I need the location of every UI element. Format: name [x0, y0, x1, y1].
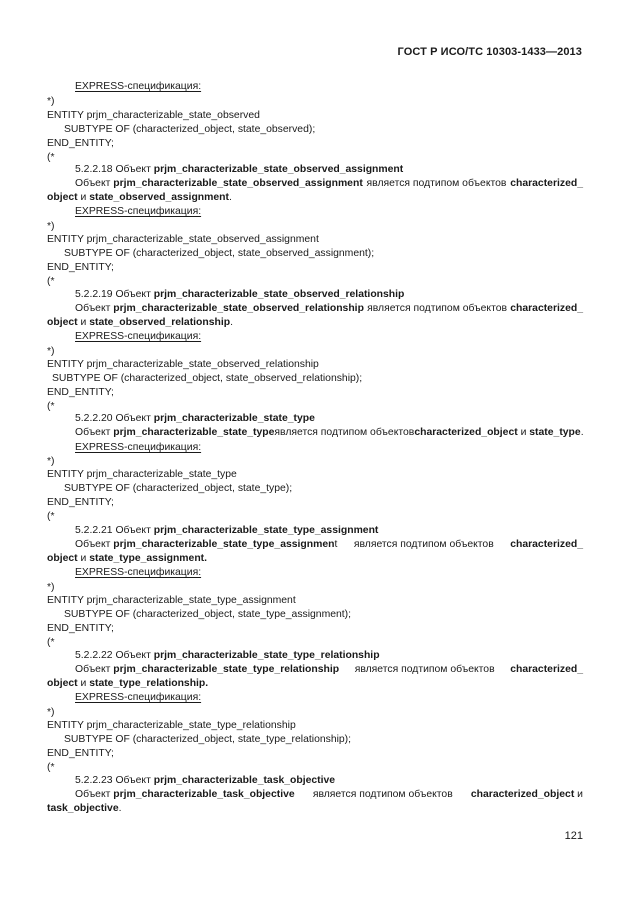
section-heading: 5.2.2.23 Объект prjm_characterizable_task_objective: [75, 775, 336, 786]
end-entity: END_ENTITY;: [47, 387, 114, 398]
section-description-cont: object и state_observed_assignment.: [47, 192, 232, 203]
section-description-cont: task_objective.: [47, 803, 122, 814]
express-label: EXPRESS-спецификация:: [75, 692, 202, 703]
subtype-declaration: SUBTYPE OF (characterized_object, state_observed);: [64, 124, 316, 135]
entity-declaration: ENTITY prjm_characterizable_state_observed_relationship: [47, 359, 319, 370]
comment-start: (*: [47, 401, 55, 412]
comment-start: (*: [47, 762, 55, 773]
section-description-cont: object и state_observed_relationship.: [47, 317, 233, 328]
comment-end: *): [47, 221, 55, 232]
section-description: Объект prjm_characterizable_task_objective является подтипом объектов characterized_object и: [75, 789, 583, 800]
express-label: EXPRESS-спецификация:: [75, 206, 202, 217]
end-entity: END_ENTITY;: [47, 623, 114, 634]
section-description: Объект prjm_characterizable_state_observed_assignment является подтипом объектов characterized_: [75, 178, 583, 189]
comment-start: (*: [47, 276, 55, 287]
entity-declaration: ENTITY prjm_characterizable_state_observed_assignment: [47, 234, 319, 245]
comment-end: *): [47, 346, 55, 357]
subtype-declaration: SUBTYPE OF (characterized_object, state_type_assignment);: [64, 609, 352, 620]
page-header: ГОСТ Р ИСО/ТС 10303-1433—2013: [397, 46, 582, 58]
express-label: EXPRESS-спецификация:: [75, 442, 202, 453]
express-label: EXPRESS-спецификация:: [75, 331, 202, 342]
comment-end: *): [47, 582, 55, 593]
express-label: EXPRESS-спецификация:: [75, 567, 202, 578]
comment-start: (*: [47, 152, 55, 163]
comment-end: *): [47, 456, 55, 467]
section-description: Объект prjm_characterizable_state_type_assignment является подтипом объектов characterized_: [75, 539, 583, 550]
end-entity: END_ENTITY;: [47, 497, 114, 508]
section-heading: 5.2.2.19 Объект prjm_characterizable_state_observed_relationship: [75, 289, 405, 300]
entity-declaration: ENTITY prjm_characterizable_state_type_relationship: [47, 720, 296, 731]
section-heading: 5.2.2.20 Объект prjm_characterizable_state_type: [75, 413, 315, 424]
end-entity: END_ENTITY;: [47, 138, 114, 149]
entity-declaration: ENTITY prjm_characterizable_state_type: [47, 469, 237, 480]
comment-start: (*: [47, 637, 55, 648]
subtype-declaration: SUBTYPE OF (characterized_object, state_observed_assignment);: [64, 248, 375, 259]
section-description-cont: object и state_type_assignment.: [47, 553, 208, 564]
end-entity: END_ENTITY;: [47, 262, 114, 273]
section-description: Объект prjm_characterizable_state_observed_relationship является подтипом объектов characterized_: [75, 303, 583, 314]
section-description: Объект prjm_characterizable_state_type является подтипом объектов characterized_object и state_type.: [75, 427, 584, 438]
subtype-declaration: SUBTYPE OF (characterized_object, state_type);: [64, 483, 293, 494]
section-heading: 5.2.2.21 Объект prjm_characterizable_state_type_assignment: [75, 525, 379, 536]
section-description-cont: object и state_type_relationship.: [47, 678, 209, 689]
subtype-declaration: SUBTYPE OF (characterized_object, state_type_relationship);: [64, 734, 352, 745]
express-label: EXPRESS-спецификация:: [75, 81, 202, 92]
comment-end: *): [47, 707, 55, 718]
entity-declaration: ENTITY prjm_characterizable_state_observed: [47, 110, 260, 121]
section-heading: 5.2.2.18 Объект prjm_characterizable_state_observed_assignment: [75, 164, 404, 175]
end-entity: END_ENTITY;: [47, 748, 114, 759]
comment-start: (*: [47, 511, 55, 522]
comment-end: *): [47, 96, 55, 107]
section-heading: 5.2.2.22 Объект prjm_characterizable_state_type_relationship: [75, 650, 380, 661]
entity-declaration: ENTITY prjm_characterizable_state_type_assignment: [47, 595, 296, 606]
section-description: Объект prjm_characterizable_state_type_relationship является подтипом объектов characterized_: [75, 664, 583, 675]
page-number: 121: [564, 830, 583, 842]
subtype-declaration: SUBTYPE OF (characterized_object, state_observed_relationship);: [52, 373, 363, 384]
